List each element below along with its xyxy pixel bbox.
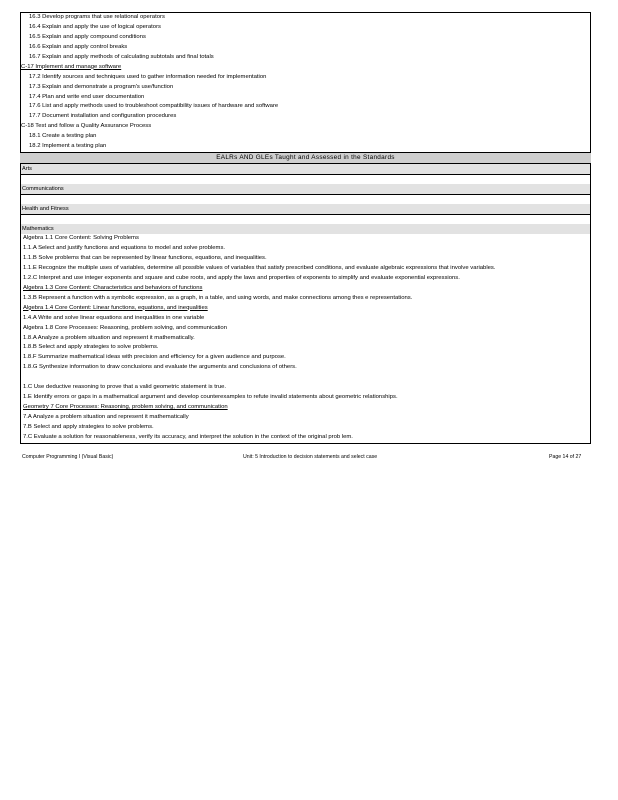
- math-standard-item: Algebra 1.3 Core Content: Characteristics and behaviors of functions: [23, 284, 203, 291]
- objective-item: 16.4 Explain and apply the use of logical operators: [29, 23, 161, 30]
- math-standard-item: 1.4.A Write and solve linear equations and inequalities in one variable: [23, 314, 205, 321]
- math-standard-item: 1.C Use deductive reasoning to prove that a valid geometric statement is true.: [23, 384, 227, 391]
- objective-item: 17.4 Plan and write end user documentation: [29, 93, 145, 100]
- math-standard-item: Algebra 1.1 Core Content: Solving Problems: [23, 235, 139, 242]
- objective-item: 16.5 Explain and apply compound conditions: [29, 33, 146, 40]
- math-standard-item: Algebra 1.8 Core Processes: Reasoning, problem solving, and communication: [23, 324, 227, 331]
- footer-unit: Unit: 5 Introduction to decision statements and select case: [243, 454, 378, 460]
- math-standard-item: 7.A Analyze a problem situation and represent it mathematically: [23, 414, 189, 420]
- section-mathematics: Mathematics: [21, 224, 590, 234]
- standards-table: [20, 12, 591, 444]
- objective-item: 17.6 List and apply methods used to troubleshoot compatibility issues of hardware and software: [29, 103, 279, 110]
- math-standard-item: Geometry 7 Core Processes: Reasoning, problem solving, and communication: [23, 404, 228, 411]
- objective-item: 18.1 Create a testing plan: [29, 133, 97, 140]
- math-standard-item: 1.8.B Select and apply strategies to solve problems.: [23, 344, 159, 351]
- math-standard-item: 1.8.F Summarize mathematical ideas with precision and efficiency for a given audience and purpose.: [23, 354, 286, 361]
- section-communications: Communications: [21, 184, 590, 194]
- footer-page-number: Page 14 of 27: [549, 454, 582, 460]
- math-standard-item: 7.B Select and apply strategies to solve problems.: [23, 423, 154, 430]
- math-standard-item: 7.C Evaluate a solution for reasonableness, verify its accuracy, and interpret the solution in the context of the original prob lem.: [23, 433, 353, 440]
- objective-item: 16.6 Explain and apply control breaks: [29, 43, 128, 50]
- math-standard-item: Algebra 1.4 Core Content: Linear functions, equations, and inequalities: [23, 304, 208, 311]
- math-standard-item: 1.1.B Solve problems that can be represented by linear functions, equations, and inequalities.: [23, 255, 267, 261]
- math-standard-item: 1.1.A Select and justify functions and equations to model and solve problems.: [23, 245, 226, 252]
- objective-item: 16.7 Explain and apply methods of calculating subtotals and final totals: [29, 53, 214, 60]
- math-standard-item: 1.2.C Interpret and use integer exponents and square and cube roots, and apply the laws and properties of exponents to simplify and evaluate exponential expressions.: [23, 274, 460, 281]
- objective-item: 17.2 Identify sources and techniques used to gather information needed for implementation: [29, 73, 267, 80]
- footer-course: Computer Programming I (Visual Basic): [22, 454, 114, 460]
- mathematics-list: [21, 234, 590, 443]
- objective-item: 16.3 Develop programs that use relational operators: [29, 14, 165, 20]
- subject-sections: [20, 164, 591, 443]
- math-standard-item: 1.1.E Recognize the multiple uses of variables, determine all possible values of variables that satisfy prescribed conditions, and evaluate algebraic expressions that involve variables.: [23, 264, 496, 271]
- objective-item: 17.7 Document installation and configuration procedures: [29, 113, 177, 120]
- section-arts: Arts: [21, 164, 590, 174]
- objective-item: 17.3 Explain and demonstrate a program's use/function: [29, 83, 174, 90]
- math-standard-item: 1.8.G Synthesize information to draw conclusions and evaluate the arguments and conclusions of others.: [23, 364, 297, 371]
- math-standard-item: 1.E Identify errors or gaps in a mathematical argument and develop counterexamples to refute invalid statements about geometric relationships.: [23, 394, 398, 401]
- ealrs-header: EALRs AND GLEs Taught and Assessed in the Standards: [20, 152, 591, 164]
- objective-item: C-17 Implement and manage software: [21, 63, 122, 70]
- math-standard-item: [23, 373, 590, 383]
- course-objectives: [20, 12, 591, 152]
- section-health-fitness: Health and Fitness: [21, 204, 590, 214]
- objective-item: C-18 Test and follow a Quality Assurance Process: [21, 123, 152, 130]
- math-standard-item: 1.8.A Analyze a problem situation and represent it mathematically.: [23, 334, 195, 341]
- objective-item: 18.2 Implement a testing plan: [29, 143, 107, 150]
- math-standard-item: 1.3.B Represent a function with a symbolic expression, as a graph, in a table, and using words, and make connections among thes e representations.: [23, 294, 413, 301]
